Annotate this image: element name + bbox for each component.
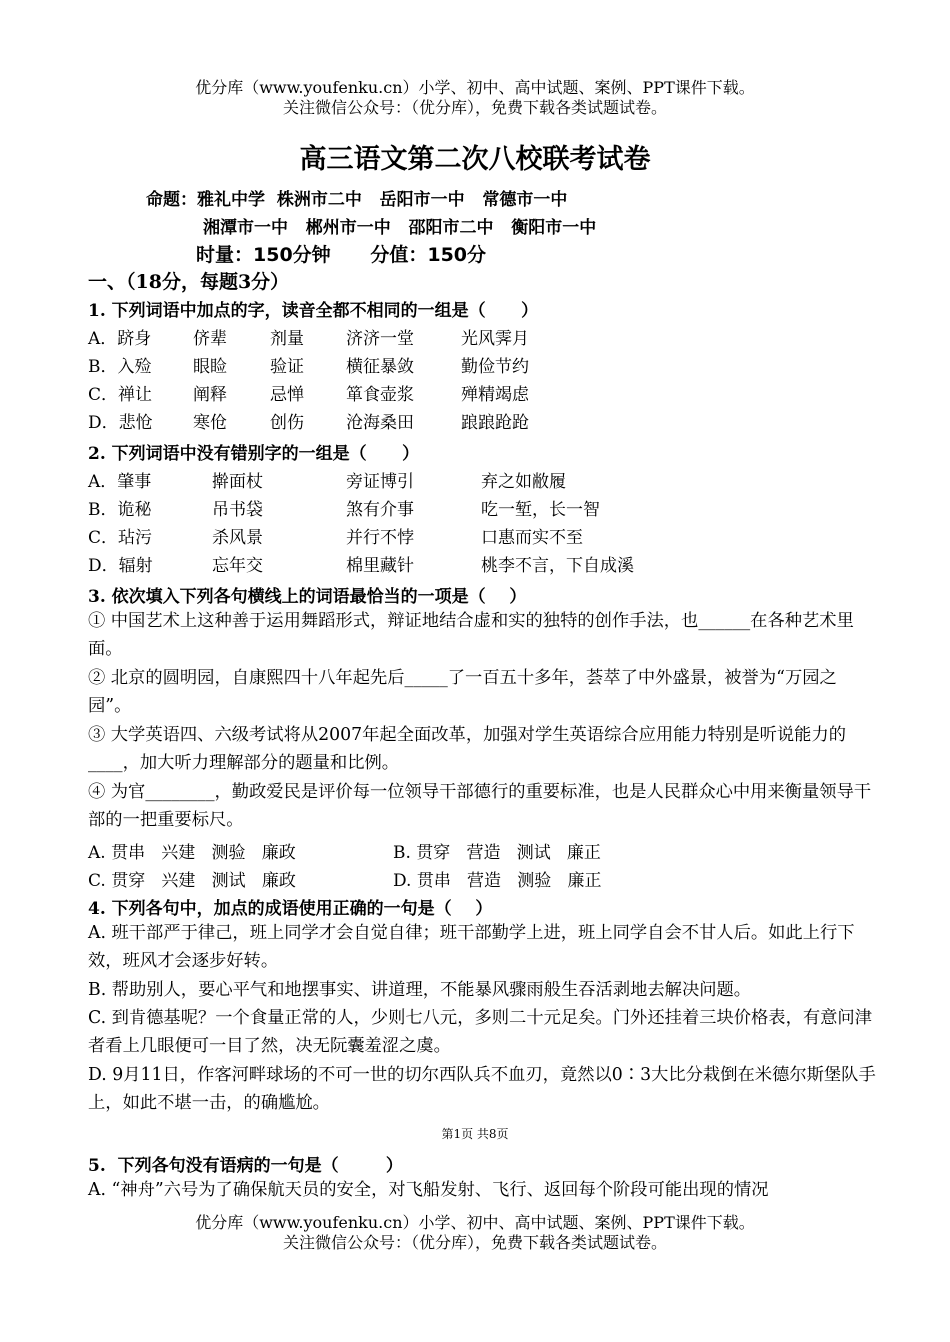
q2-option-word: 吃一堑，长一智 bbox=[481, 500, 600, 520]
q1-stem: 1. 下列词语中加点的字，读音全都不相同的一组是（ ） bbox=[88, 301, 539, 321]
q1-option-word: B．入殓 bbox=[88, 357, 152, 377]
q2-option-word: 吊书袋 bbox=[212, 500, 263, 520]
q3-option-a: A. 贯串 兴建 测验 廉政 bbox=[88, 843, 296, 863]
q2-option-word: 弃之如敝履 bbox=[481, 472, 566, 492]
q3-sentence-4: ④ 为官________，勤政爱民是评价每一位领导干部德行的重要标准，也是人民群众心中用来衡量领导干部的一把重要标尺。 bbox=[88, 782, 872, 830]
q1-option-word: D．悲怆 bbox=[88, 413, 153, 433]
q2-option-word: 桃李不言，下自成溪 bbox=[481, 556, 634, 576]
q2-option-word: B．诡秘 bbox=[88, 500, 152, 520]
q2-stem: 2. 下列词语中没有错别字的一组是（ ） bbox=[88, 444, 420, 464]
q2-option-word: C．玷污 bbox=[88, 528, 153, 548]
q5-stem: 5. 下列各句没有语病的一句是（ ） bbox=[88, 1156, 403, 1176]
q4-option-a: A. 班干部严于律己，班上同学才会自觉自律；班干部勤学上进，班上同学自会不甘人后。如此上行下效，班风才会逐步好转。 bbox=[88, 923, 855, 971]
q1-option-word: 验证 bbox=[270, 357, 304, 377]
q3-sentence-1: ① 中国艺术上这种善于运用舞蹈形式，辩证地结合虚和实的独特的创作手法，也______在各种艺术里面。 bbox=[88, 611, 854, 659]
q2-option-word: 忘年交 bbox=[212, 556, 263, 576]
q1-option-word: 光风霁月 bbox=[461, 329, 529, 349]
q3-option-b: B. 贯穿 营造 测试 廉正 bbox=[393, 843, 601, 863]
q2-option-word: 擀面杖 bbox=[212, 472, 263, 492]
q1-option-word: 殚精竭虑 bbox=[461, 385, 529, 405]
exam-duration-score: 时量：150分钟 分值：150分 bbox=[196, 244, 487, 266]
q2-option-word: A．肇事 bbox=[88, 472, 152, 492]
authors-line1: 命题：雅礼中学 株洲市二中 岳阳市一中 常德市一中 bbox=[146, 190, 568, 210]
q1-option-word: 侪辈 bbox=[193, 329, 227, 349]
q1-option-word: 眼睑 bbox=[193, 357, 227, 377]
site-header-line1: 优分库（www.youfenku.cn）小学、初中、高中试题、案例、PPT课件下载。 bbox=[195, 78, 755, 97]
page-number: 第1页 共8页 bbox=[441, 1127, 509, 1141]
q1-option-word: 沧海桑田 bbox=[346, 413, 414, 433]
q2-option-word: 煞有介事 bbox=[346, 500, 414, 520]
q1-option-word: C．禅让 bbox=[88, 385, 153, 405]
authors-line2: 湘潭市一中 郴州市一中 邵阳市二中 衡阳市一中 bbox=[203, 218, 597, 238]
q3-option-c: C. 贯穿 兴建 测试 廉政 bbox=[88, 871, 296, 891]
site-header-line2: 关注微信公众号：（优分库），免费下载各类试题试卷。 bbox=[282, 98, 667, 117]
site-footer-line2: 关注微信公众号：（优分库），免费下载各类试题试卷。 bbox=[282, 1233, 667, 1252]
q3-stem: 3. 依次填入下列各句横线上的词语最恰当的一项是（ ） bbox=[88, 587, 527, 607]
q1-option-word: 箪食壶浆 bbox=[346, 385, 414, 405]
q1-option-word: 济济一堂 bbox=[346, 329, 414, 349]
q1-option-word: 踉踉跄跄 bbox=[461, 413, 529, 433]
q4-option-d: D. 9月11日，作客河畔球场的不可一世的切尔西队兵不血刃，竟然以0∶3大比分栽倒在米德尔斯堡队手上，如此不堪一击，的确尴尬。 bbox=[88, 1065, 876, 1113]
q4-option-c: C. 到肯德基呢？一个食量正常的人，少则七八元，多则二十元足矣。门外还挂着三块价格表，有意问津者看上几眼便可一目了然，决无阮囊羞涩之虞。 bbox=[88, 1008, 872, 1056]
q2-option-word: 口惠而实不至 bbox=[481, 528, 583, 548]
q4-stem: 4. 下列各句中，加点的成语使用正确的一句是（ ） bbox=[88, 899, 493, 919]
q4-option-b: B. 帮助别人，要心平气和地摆事实、讲道理，不能暴风骤雨般生吞活剥地去解决问题。 bbox=[88, 980, 752, 1000]
q1-option-word: 横征暴敛 bbox=[346, 357, 414, 377]
q1-option-word: 阐释 bbox=[193, 385, 227, 405]
q2-option-word: 并行不悖 bbox=[346, 528, 414, 548]
q1-option-word: 剂量 bbox=[270, 329, 304, 349]
q3-sentence-3: ③ 大学英语四、六级考试将从2007年起全面改革，加强对学生英语综合应用能力特别是听说能力的____，加大听力理解部分的题量和比例。 bbox=[88, 725, 847, 773]
q3-sentence-2: ② 北京的圆明园，自康熙四十八年起先后_____了一百五十多年，荟萃了中外盛景，被誉为“万园之园”。 bbox=[88, 668, 837, 716]
q2-option-word: 棉里藏针 bbox=[346, 556, 414, 576]
q1-option-word: 寒伧 bbox=[193, 413, 227, 433]
q1-option-word: A．跻身 bbox=[88, 329, 152, 349]
q1-option-word: 创伤 bbox=[270, 413, 304, 433]
q3-option-d: D. 贯串 营造 测验 廉正 bbox=[393, 871, 602, 891]
q2-option-word: 旁证博引 bbox=[346, 472, 414, 492]
exam-title: 高三语文第二次八校联考试卷 bbox=[299, 144, 651, 175]
q1-option-word: 勤俭节约 bbox=[461, 357, 529, 377]
q2-option-word: D．辐射 bbox=[88, 556, 153, 576]
q2-option-word: 杀风景 bbox=[212, 528, 263, 548]
section-heading: 一、（18分，每题3分） bbox=[88, 271, 290, 293]
site-footer-line1: 优分库（www.youfenku.cn）小学、初中、高中试题、案例、PPT课件下载。 bbox=[195, 1213, 755, 1232]
q1-option-word: 忌惮 bbox=[270, 385, 304, 405]
q5-option-a: A. “神舟”六号为了确保航天员的安全，对飞船发射、飞行、返回每个阶段可能出现的情况 bbox=[88, 1180, 769, 1200]
